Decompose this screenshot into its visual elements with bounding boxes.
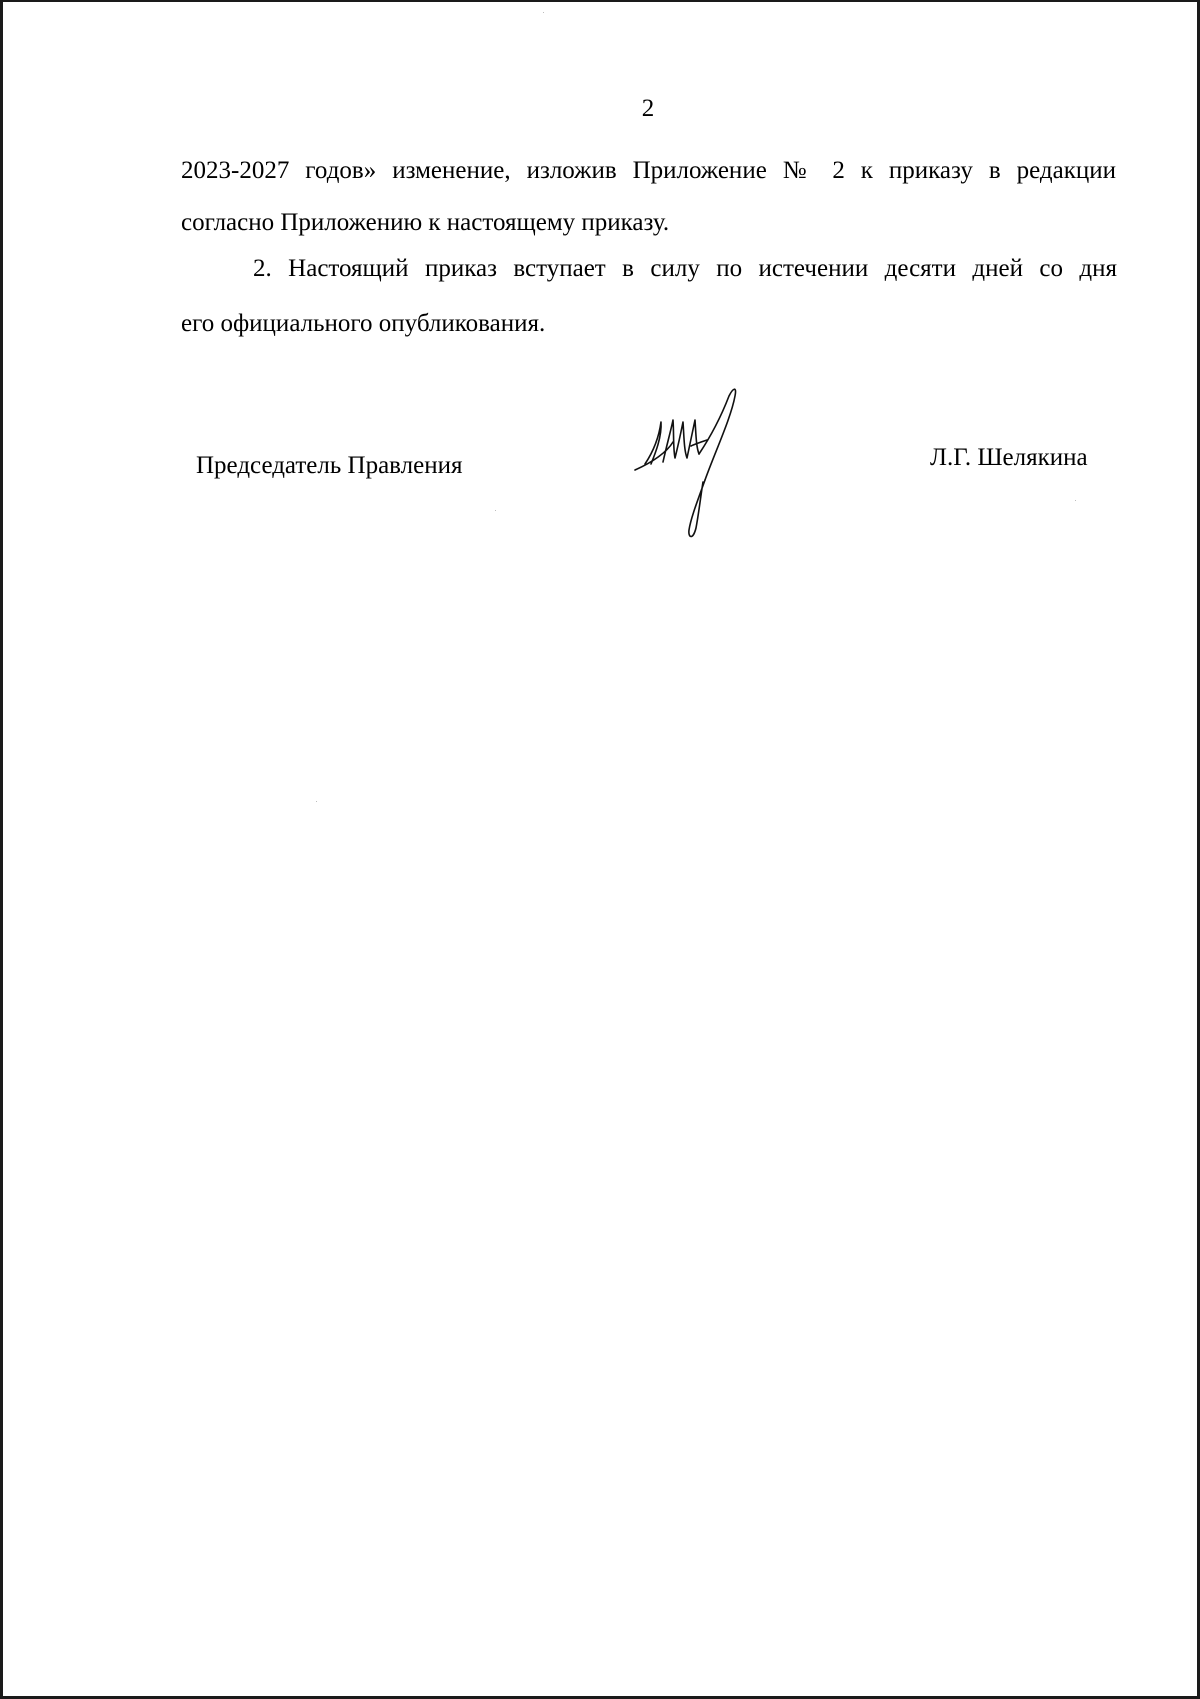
paragraph-2-line-2: его официального опубликования. bbox=[181, 310, 546, 337]
page-number: 2 bbox=[641, 95, 655, 122]
paragraph-2-line-1: 2. Настоящий приказ вступает в силу по истечении десяти дней со дня bbox=[253, 255, 1117, 282]
signatory-name: Л.Г. Шелякина bbox=[930, 444, 1088, 471]
paragraph-1-line-1: 2023-2027 годов» изменение, изложив Приложение № 2 к приказу в редакции bbox=[181, 157, 1116, 184]
signatory-title: Председатель Правления bbox=[196, 452, 463, 479]
handwritten-signature bbox=[633, 382, 783, 542]
scan-speck bbox=[495, 510, 496, 511]
paragraph-1-line-2: согласно Приложению к настоящему приказу. bbox=[181, 209, 670, 236]
scan-speck bbox=[316, 801, 317, 802]
scan-speck bbox=[543, 12, 544, 13]
scan-speck bbox=[1075, 500, 1076, 501]
